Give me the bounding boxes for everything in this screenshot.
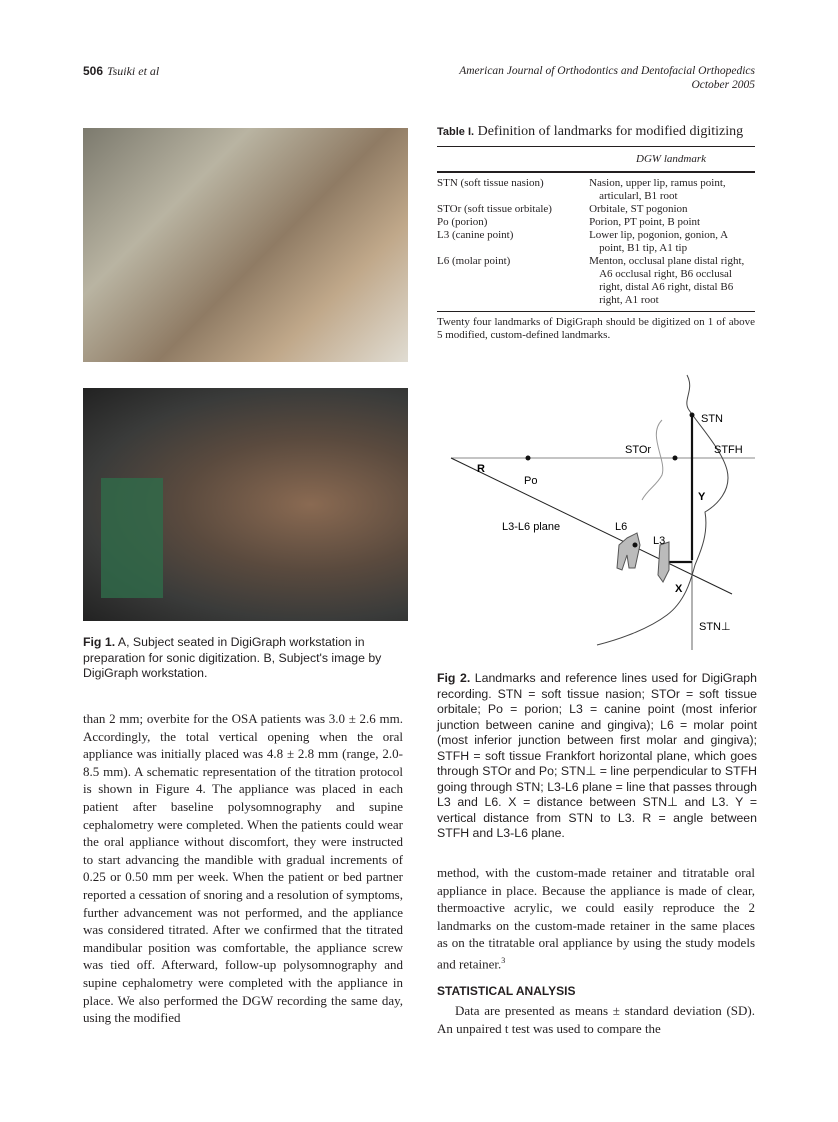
l3-l6-plane-line	[451, 458, 732, 594]
label-stfh: STFH	[714, 444, 743, 456]
table-label: Table I.	[437, 126, 475, 138]
cell: STN (soft tissue nasion)	[437, 177, 544, 189]
authors: Tsuiki et al	[107, 64, 160, 78]
label-po: Po	[524, 475, 538, 487]
journal-name: American Journal of Orthodontics and Dentofacial Orthopedics	[459, 65, 755, 77]
body-text-left: than 2 mm; overbite for the OSA patients was 3.0 ± 2.6 mm. Accordingly, the total vertical opening when the oral appliance was initially placed was 4.8 ± 2.8 mm (range, 2.0-8.5 mm). A schematic representation of the titration protocol is shown in Figure 4. The appliance was placed in each patient after baseline polysomnography and supine cephalometry were completed. When the patients could wear the oral appliance without discomfort, they were instructed to start advancing the mandible with gradual increments of 0.25 or 0.50 mm per week. When the patient or bed partner reported a cessation of snoring and a resolution of symptoms, further advancement was not performed, and the appliance was considered titrated. After we confirmed that the titrated mandibular position was comfortable, the appliance screw was tied off. Afterward, follow-up polysomnography and supine cephalometry were completed with the appliance in place. We also performed the DGW recording the same day, using the modified	[83, 711, 403, 1026]
orbit-outline	[642, 420, 663, 500]
running-header-right	[459, 64, 755, 92]
label-l3: L3	[653, 535, 666, 547]
paragraph: Data are presented as means ± standard deviation (SD). An unpaired t test was used to compare the	[437, 1003, 755, 1037]
table-title	[437, 124, 755, 147]
table-footnote: Twenty four landmarks of DigiGraph should be digitized on 1 of above 5 modified, custom-defined landmarks.	[437, 316, 755, 341]
label-y: Y	[698, 491, 706, 503]
software-landmark-panel	[101, 478, 163, 598]
cell: Porion, PT point, B point	[589, 216, 701, 228]
fig2-label: Fig 2.	[437, 671, 471, 685]
table-column-header: DGW landmark	[437, 147, 755, 173]
molar-tooth	[617, 533, 640, 570]
section-heading: STATISTICAL ANALYSIS	[437, 983, 576, 998]
body-text-right	[437, 864, 755, 1038]
table-row	[437, 203, 755, 216]
fig2-caption	[437, 671, 757, 842]
cell: STOr (soft tissue orbitale)	[437, 203, 552, 215]
fig1-caption-text: A, Subject seated in DigiGraph workstation in preparation for sonic digitization. B, Subject's image by DigiGraph workstation.	[83, 635, 382, 680]
fig1-label: Fig 1.	[83, 635, 116, 649]
table-title-text: Definition of landmarks for modified digitizing	[477, 124, 744, 139]
cell: Lower lip, pogonion, gonion, A point, B1 tip, A1 tip	[589, 229, 728, 254]
fig2-diagram	[437, 370, 757, 650]
label-stn-perp: STN⊥	[699, 621, 731, 633]
cell: Menton, occlusal plane distal right, A6 occlusal right, B6 occlusal right, distal A6 right, distal B6 right, A1 root	[589, 255, 745, 306]
label-l3-l6-plane: L3-L6 plane	[502, 521, 561, 533]
table-row	[437, 177, 755, 203]
label-l6: L6	[615, 521, 628, 533]
label-x: X	[675, 583, 683, 595]
canine-tooth	[658, 542, 669, 582]
table-1	[437, 124, 755, 342]
table-row	[437, 216, 755, 229]
cell: Orbitale, ST pogonion	[589, 203, 688, 215]
label-r: R	[477, 463, 485, 475]
reference-citation: 3	[501, 955, 506, 965]
paragraph: method, with the custom-made retainer and titratable oral appliance in place. Because the appliance is made of clear, thermoactive acrylic, we could easily reproduce the 2 landmarks on the custom-made retainer in the same places as on the titratable oral appliance by using the study models and retainer.	[437, 865, 755, 972]
table-row	[437, 229, 755, 255]
fig1b-photo	[83, 388, 408, 621]
fig1a-photo	[83, 128, 408, 362]
table-row	[437, 255, 755, 307]
cell: L3 (canine point)	[437, 229, 514, 241]
running-header-left	[83, 64, 159, 79]
cell: Nasion, upper lip, ramus point, articularl, B1 root	[589, 177, 726, 202]
label-stn: STN	[701, 413, 723, 425]
cell: Po (porion)	[437, 216, 488, 228]
fig2-caption-text: Landmarks and reference lines used for DigiGraph recording. STN = soft tissue nasion; STOr = soft tissue orbitale; Po = porion; L3 = canine point (most inferior junction between canine and gingiva); L6 = molar point (most inferior junction between first molar and gingiva); STFH = soft tissue Frankfort horizontal plane, which goes through STOr and Po; STN⊥ = line perpendicular to STFH going through STN; L3-L6 plane = line that passes through L3 and L6. X = distance between STN⊥ and L3. Y = vertical distance from STN to L3. R = angle between STFH and L3-L6 plane.	[437, 671, 757, 840]
label-stor: STOr	[625, 444, 652, 456]
fig1-caption	[83, 635, 405, 682]
cell: L6 (molar point)	[437, 255, 511, 267]
page-number: 506	[83, 64, 104, 78]
issue-date: October 2005	[691, 79, 755, 91]
